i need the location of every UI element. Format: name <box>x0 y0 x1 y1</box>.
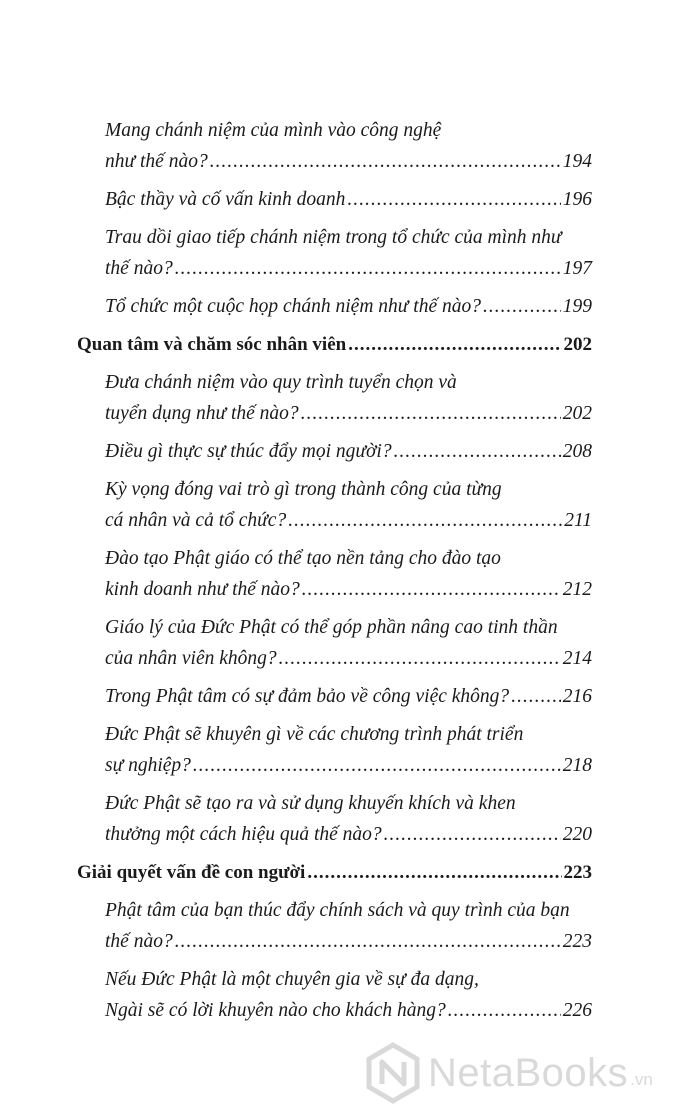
watermark-suffix: .vn <box>630 1070 653 1089</box>
toc-page-number: 202 <box>563 334 592 355</box>
toc-page-number: 218 <box>562 755 592 776</box>
toc-entry[interactable] <box>105 184 592 215</box>
toc-page-number: 220 <box>562 824 592 845</box>
toc-entry[interactable] <box>105 719 592 781</box>
toc-entry-text-cont: của nhân viên không? <box>105 648 277 669</box>
toc-section[interactable] <box>77 857 592 888</box>
toc-section[interactable] <box>77 329 592 360</box>
toc-page-number: 197 <box>562 258 592 279</box>
dot-leader <box>302 574 561 605</box>
toc-section-title: Quan tâm và chăm sóc nhân viên <box>77 334 347 355</box>
toc-entry-text: Phật tâm của bạn thúc đẩy chính sách và quy trình của bạn <box>105 900 570 921</box>
toc-section-title: Giải quyết vấn đề con người <box>77 862 306 883</box>
dot-leader <box>347 184 560 215</box>
toc-page-number: 194 <box>562 151 592 172</box>
toc-entry[interactable] <box>105 964 592 1026</box>
toc-page-number: 199 <box>562 296 592 317</box>
toc-entry-text: Đức Phật sẽ tạo ra và sử dụng khuyến khích và khen <box>105 793 516 814</box>
dot-leader <box>301 398 561 429</box>
toc-entry-text: Bậc thầy và cố vấn kinh doanh <box>105 189 346 210</box>
toc-entry-text-cont: thế nào? <box>105 931 173 952</box>
dot-leader <box>307 857 561 888</box>
toc-entry[interactable] <box>105 895 592 957</box>
toc-page-number: 211 <box>564 510 592 531</box>
toc-page-number: 208 <box>562 441 592 462</box>
toc-entry-text: Đào tạo Phật giáo có thể tạo nền tảng cho đào tạo <box>105 548 501 569</box>
toc-page-number: 202 <box>562 403 592 424</box>
toc-page-number: 226 <box>562 1000 592 1021</box>
toc-entry[interactable] <box>105 115 592 177</box>
dot-leader <box>511 681 561 712</box>
toc-entry-text: Đức Phật sẽ khuyên gì về các chương trình phát triển <box>105 724 524 745</box>
toc-entry-text-cont: kinh doanh như thế nào? <box>105 579 300 600</box>
toc-entry-text: Điều gì thực sự thúc đẩy mọi người? <box>105 441 392 462</box>
toc-entry[interactable] <box>105 788 592 850</box>
dot-leader <box>210 146 561 177</box>
netabooks-logo-icon <box>362 1042 424 1104</box>
toc-entry-text: Giáo lý của Đức Phật có thể góp phần nâng cao tinh thần <box>105 617 558 638</box>
toc-entry-text-cont: Ngài sẽ có lời khuyên nào cho khách hàng? <box>105 1000 446 1021</box>
toc-entry-text-cont: tuyển dụng như thế nào? <box>105 403 299 424</box>
toc-page-number: 212 <box>562 579 592 600</box>
toc-entry[interactable] <box>105 543 592 605</box>
toc-entry-text: Trong Phật tâm có sự đảm bảo về công việc không? <box>105 686 510 707</box>
toc-entry-text: Nếu Đức Phật là một chuyên gia về sự đa dạng, <box>105 969 479 990</box>
toc-entry-text-cont: sự nghiệp? <box>105 755 191 776</box>
toc-entry[interactable] <box>105 474 592 536</box>
dot-leader <box>193 750 561 781</box>
dot-leader <box>448 995 561 1026</box>
dot-leader <box>483 291 561 322</box>
toc-entry[interactable] <box>105 681 592 712</box>
toc-page-number: 214 <box>562 648 592 669</box>
toc-entry-text-cont: cá nhân và cả tổ chức? <box>105 510 287 531</box>
toc-entry[interactable] <box>105 367 592 429</box>
toc-entry[interactable] <box>105 436 592 467</box>
toc-page-number: 196 <box>562 189 592 210</box>
dot-leader <box>175 253 561 284</box>
toc-entry-text-cont: thưởng một cách hiệu quả thế nào? <box>105 824 382 845</box>
toc-entry-text: Kỳ vọng đóng vai trò gì trong thành công của từng <box>105 479 502 500</box>
dot-leader <box>384 819 561 850</box>
toc-entry-text-cont: như thế nào? <box>105 151 208 172</box>
toc-entry-text: Tổ chức một cuộc họp chánh niệm như thế nào? <box>105 296 481 317</box>
toc-entry[interactable] <box>105 612 592 674</box>
dot-leader <box>175 926 561 957</box>
toc-page-number: 216 <box>562 686 592 707</box>
dot-leader <box>348 329 561 360</box>
netabooks-watermark <box>362 1042 653 1104</box>
watermark-brand: NetaBooks <box>428 1050 629 1095</box>
dot-leader <box>279 643 561 674</box>
toc-page-number: 223 <box>563 862 592 883</box>
toc-entry[interactable] <box>105 222 592 284</box>
toc-entry-text: Mang chánh niệm của mình vào công nghệ <box>105 120 442 141</box>
toc-entry-text-cont: thế nào? <box>105 258 173 279</box>
toc-entry-text: Đưa chánh niệm vào quy trình tuyển chọn và <box>105 372 457 393</box>
dot-leader <box>394 436 561 467</box>
dot-leader <box>288 505 562 536</box>
toc-page-number: 223 <box>562 931 592 952</box>
toc-entry[interactable] <box>105 291 592 322</box>
toc-entry-text: Trau dồi giao tiếp chánh niệm trong tổ chức của mình như <box>105 227 562 248</box>
table-of-contents <box>77 115 592 1026</box>
